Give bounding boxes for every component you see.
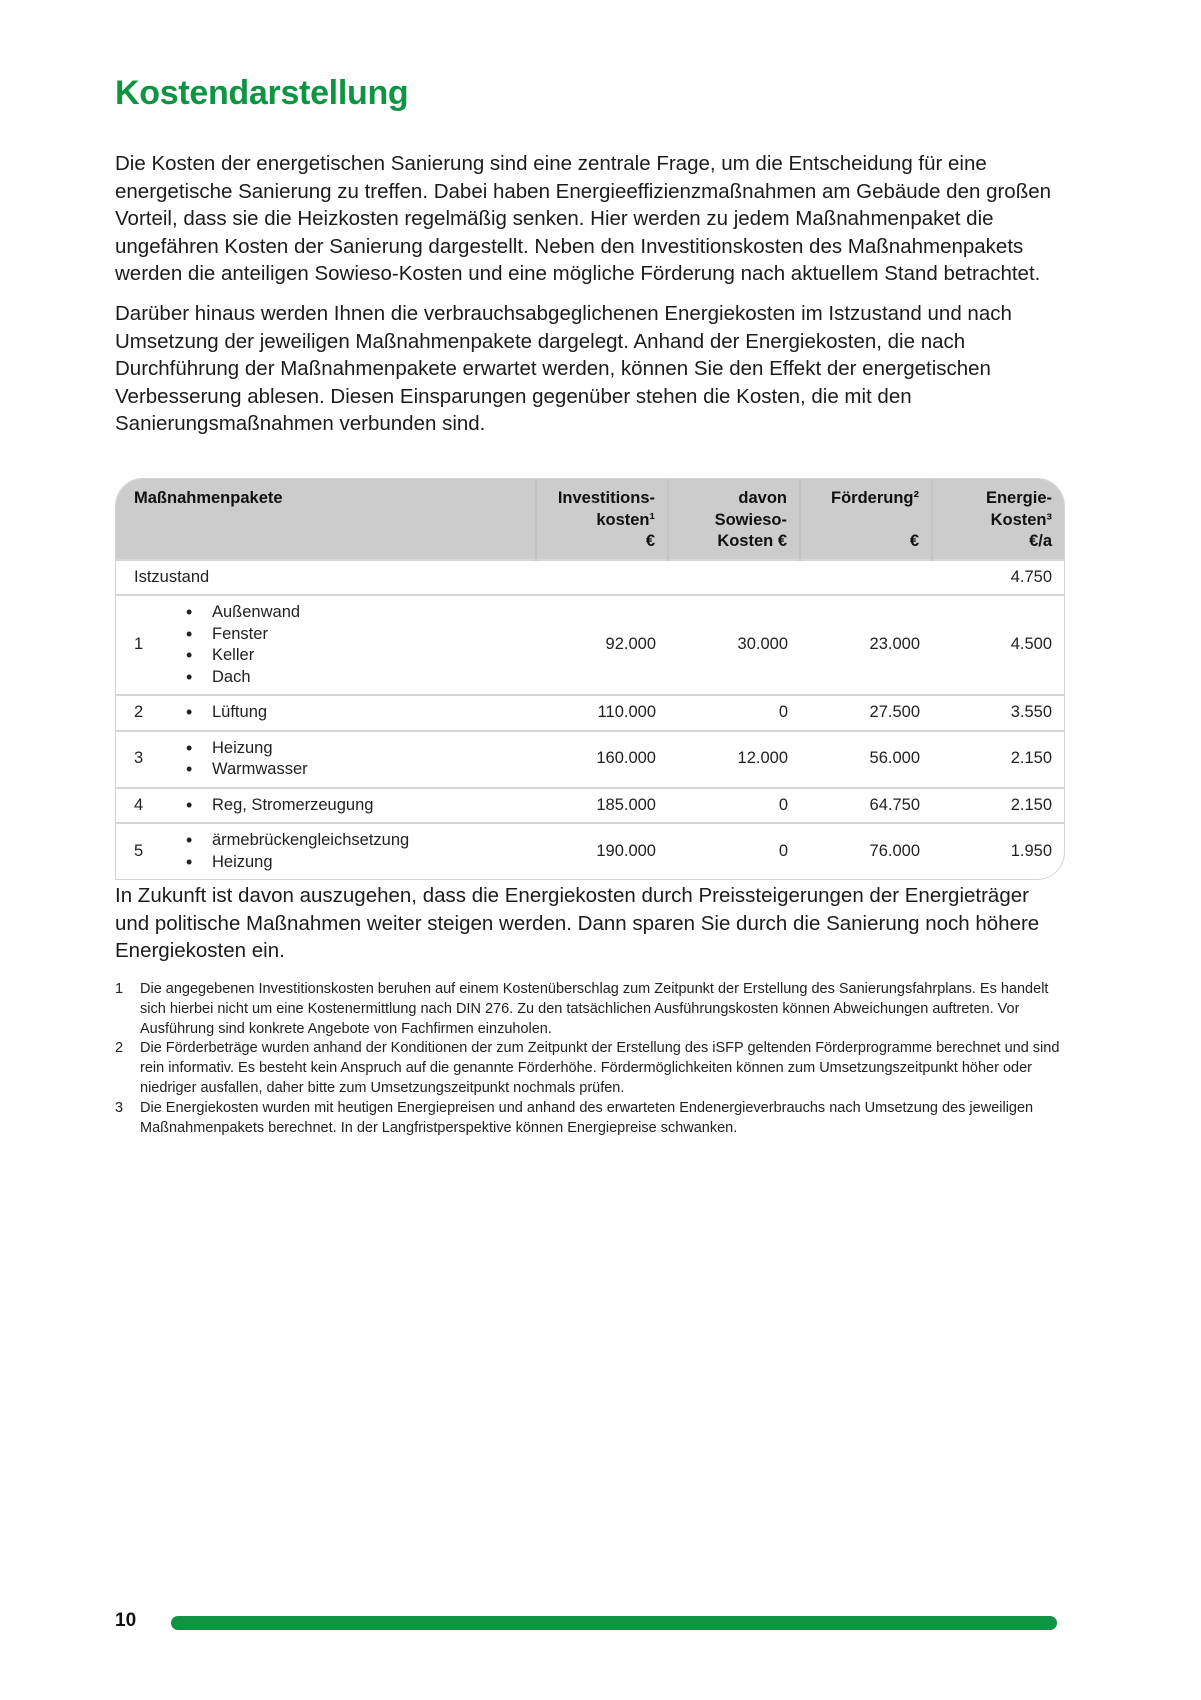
package-number: 3 bbox=[116, 731, 162, 788]
package-number: 4 bbox=[116, 788, 162, 824]
energy-cost: 1.950 bbox=[932, 823, 1064, 879]
footnote bbox=[115, 1039, 1065, 1098]
energy-costs-paragraph: Darüber hinaus werden Ihnen die verbrauchsabgeglichenen Energiekosten im Istzustand und nach Umsetzung der jeweiligen Maßnahmenpakete dargelegt. Anhand der Energiekosten, die nach Durchführung der Maßnahmenpakete erwartet werden, können Sie den Effekt der energetischen Verbesserung ablesen. Diesen Einsparungen gegenüber stehen die Kosten, die mit den Sanierungsmaßnahmen verbunden sind. bbox=[115, 302, 1012, 436]
energy-cost: 3.550 bbox=[932, 695, 1064, 731]
istzustand-energy: 4.750 bbox=[932, 560, 1064, 596]
measure-item: • Fenster bbox=[184, 624, 524, 646]
measures-list bbox=[184, 602, 524, 688]
intro-paragraph: Die Kosten der energetischen Sanierung sind eine zentrale Frage, um die Entscheidung für eine energetische Sanierung zu treffen. Dabei haben Energieeffizienzmaßnahmen am Gebäude den großen Vorteil, dass sie die Heizkosten regelmäßig senken. Hier werden zu jedem Maßnahmenpaket die ungefähren Kosten der Sanierung dargestellt. Neben den Investitionskosten des Maßnahmenpakets werden die anteiligen Sowieso-Kosten und eine mögliche Förderung nach aktuellem Stand betrachtet. bbox=[115, 152, 1052, 286]
investment-cost: 92.000 bbox=[536, 595, 668, 695]
measure-item: • Außenwand bbox=[184, 602, 524, 624]
table-row bbox=[116, 788, 1064, 824]
package-measures bbox=[162, 823, 536, 879]
footnote-text: Die angegebenen Investitionskosten beruhen auf einem Kostenüberschlag zum Zeitpunkt der Erstellung des Sanierungsfahrplans. Es handelt sich hierbei nicht um eine Kostenermittlung nach DIN 276. Zu den tatsächlichen Ausführungskosten können Abweichungen auftreten. Vor Ausführung sind konkrete Angebote von Fachfirmen einzuholen. bbox=[140, 981, 1049, 1037]
page-number: 10 bbox=[115, 1610, 137, 1631]
header-funding: Förderung² € bbox=[800, 479, 932, 560]
sowieso-cost: 0 bbox=[668, 823, 800, 879]
funding: 56.000 bbox=[800, 731, 932, 788]
footnote-number: 3 bbox=[115, 1099, 124, 1116]
footnote bbox=[115, 1099, 1065, 1139]
measures-list bbox=[184, 830, 524, 873]
footnote-text: Die Förderbeträge wurden anhand der Konditionen der zum Zeitpunkt der Erstellung des iSFP geltenden Förderprogramme berechnet und sind rein informativ. Es besteht kein Anspruch auf die genannte Förderhöhe. Fördermöglichkeiten können zum Umsetzungszeitpunkt höher oder niedriger ausfallen, daher bitte zum Umsetzungszeitpunkt nochmals prüfen. bbox=[140, 1040, 1060, 1096]
measure-item: • Dach bbox=[184, 667, 524, 689]
measure-item: • Reg, Stromerzeugung bbox=[184, 795, 524, 817]
funding: 23.000 bbox=[800, 595, 932, 695]
funding: 64.750 bbox=[800, 788, 932, 824]
measure-item: • Lüftung bbox=[184, 702, 524, 724]
energy-cost: 2.150 bbox=[932, 731, 1064, 788]
page-title: Kostendarstellung bbox=[115, 74, 409, 112]
footer-accent-bar bbox=[171, 1616, 1057, 1630]
funding: 76.000 bbox=[800, 823, 932, 879]
footnote-number: 2 bbox=[115, 1040, 124, 1057]
header-sowieso: davon Sowieso- Kosten € bbox=[668, 479, 800, 560]
header-investment: Investitions- kosten¹ € bbox=[536, 479, 668, 560]
measures-list bbox=[184, 702, 524, 724]
istzustand-label: Istzustand bbox=[116, 560, 536, 596]
sowieso-cost: 30.000 bbox=[668, 595, 800, 695]
footnote bbox=[115, 980, 1065, 1039]
measure-item: • Heizung bbox=[184, 738, 524, 760]
package-number: 2 bbox=[116, 695, 162, 731]
investment-cost: 190.000 bbox=[536, 823, 668, 879]
package-measures bbox=[162, 695, 536, 731]
sowieso-cost: 0 bbox=[668, 695, 800, 731]
package-measures bbox=[162, 788, 536, 824]
measure-item: • Heizung bbox=[184, 852, 524, 874]
investment-cost: 110.000 bbox=[536, 695, 668, 731]
funding: 27.500 bbox=[800, 695, 932, 731]
table-header-row bbox=[116, 479, 1064, 560]
package-number: 1 bbox=[116, 595, 162, 695]
investment-cost: 160.000 bbox=[536, 731, 668, 788]
footnote-number: 1 bbox=[115, 981, 124, 997]
footnote-text: Die Energiekosten wurden mit heutigen Energiepreisen und anhand des erwarteten Endenergieverbrauchs nach Umsetzung des jeweiligen Maßnahmenpakets berechnet. In der Langfristperspektive können Energiepreise schwanken. bbox=[140, 1099, 1034, 1136]
table-row bbox=[116, 595, 1064, 695]
measures-list bbox=[184, 795, 524, 817]
package-number: 5 bbox=[116, 823, 162, 879]
table-row bbox=[116, 695, 1064, 731]
sowieso-cost: 12.000 bbox=[668, 731, 800, 788]
package-measures bbox=[162, 731, 536, 788]
measure-item: • Warmwasser bbox=[184, 759, 524, 781]
sowieso-cost: 0 bbox=[668, 788, 800, 824]
footnotes bbox=[115, 980, 1065, 1138]
table-row bbox=[116, 731, 1064, 788]
measure-item: • ärmebrückengleichsetzung bbox=[184, 830, 524, 852]
measure-item: • Keller bbox=[184, 645, 524, 667]
investment-cost: 185.000 bbox=[536, 788, 668, 824]
header-packages: Maßnahmenpakete bbox=[116, 479, 536, 560]
package-measures bbox=[162, 595, 536, 695]
measures-list bbox=[184, 738, 524, 781]
cost-table bbox=[115, 478, 1065, 880]
table-row bbox=[116, 823, 1064, 879]
energy-cost: 4.500 bbox=[932, 595, 1064, 695]
table-row-istzustand bbox=[116, 560, 1064, 596]
header-energy-costs: Energie- Kosten³ €/a bbox=[932, 479, 1064, 560]
energy-cost: 2.150 bbox=[932, 788, 1064, 824]
outlook-paragraph: In Zukunft ist davon auszugehen, dass die Energiekosten durch Preissteigerungen der Energieträger und politische Maßnahmen weiter steigen werden. Dann sparen Sie durch die Sanierung noch höhere Energiekosten ein. bbox=[115, 884, 1040, 963]
